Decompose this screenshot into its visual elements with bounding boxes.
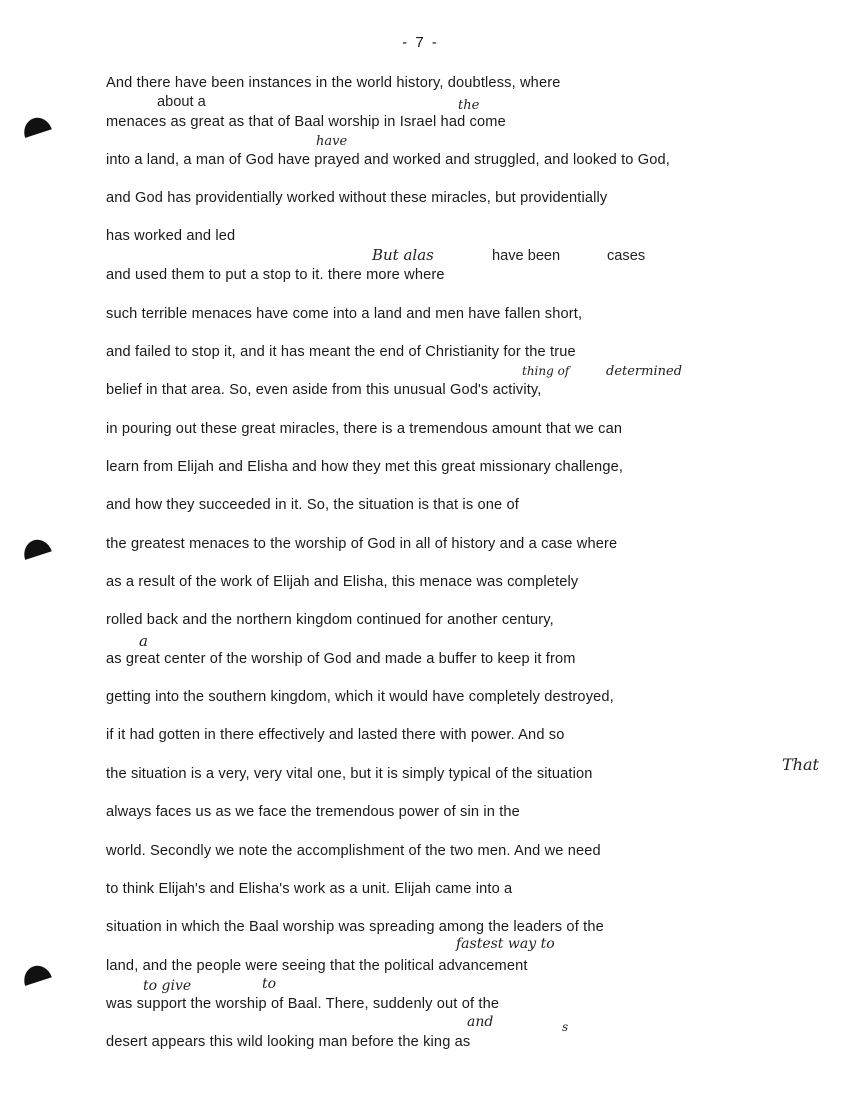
text-line: as great center of the worship of God and made a buffer to keep it from: [106, 651, 576, 667]
text-line: rolled back and the northern kingdom continued for another century,: [106, 612, 554, 628]
text-line: desert appears this wild looking man before the king as: [106, 1034, 471, 1050]
text-line: to think Elijah's and Elisha's work as a unit. Elijah came into a: [106, 881, 513, 897]
annotation: have been: [492, 248, 561, 264]
text-line: getting into the southern kingdom, which it would have completely destroyed,: [106, 689, 614, 705]
annotation: and: [467, 1014, 494, 1030]
text-line: such terrible menaces have come into a land and men have fallen short,: [106, 306, 583, 322]
text-line: menaces as great as that of Baal worship in Israel had come: [106, 114, 506, 130]
annotation: a: [139, 632, 148, 650]
text-line: situation in which the Baal worship was spreading among the leaders of the: [106, 919, 604, 935]
annotation: thing of: [522, 364, 570, 378]
annotation: have: [316, 134, 348, 149]
annotation: But alas: [372, 246, 434, 264]
text-line: and how they succeeded in it. So, the situation is that is one of: [106, 497, 519, 513]
text-line: has worked and led: [106, 228, 236, 244]
text-line: and failed to stop it, and it has meant the end of Christianity for the true: [106, 344, 576, 360]
text-line: as a result of the work of Elijah and Elisha, this menace was completely: [106, 574, 579, 590]
annotation: cases: [607, 248, 646, 264]
text-line: in pouring out these great miracles, there is a tremendous amount that we can: [106, 421, 623, 437]
text-line: and used them to put a stop to it. there more where: [106, 267, 445, 283]
annotation: determined: [606, 364, 683, 379]
text-line: learn from Elijah and Elisha and how they met this great missionary challenge,: [106, 459, 624, 475]
text-line: the greatest menaces to the worship of God in all of history and a case where: [106, 536, 618, 552]
text-line: always faces us as we face the tremendous power of sin in the: [106, 804, 520, 820]
text-line: into a land, a man of God have prayed and worked and struggled, and looked to God,: [106, 152, 670, 168]
text-line: land, and the people were seeing that the political advancement: [106, 958, 528, 974]
text-line: the situation is a very, very vital one, but it is simply typical of the situation: [106, 766, 593, 782]
annotation: the: [458, 98, 480, 113]
text-line: world. Secondly we note the accomplishment of the two men. And we need: [106, 843, 601, 859]
annotation: s: [562, 1020, 569, 1034]
page-number: - 7 -: [402, 34, 439, 51]
annotation: fastest way to: [456, 936, 555, 952]
text-line: was support the worship of Baal. There, suddenly out of the: [106, 996, 500, 1012]
text-line: if it had gotten in there effectively and lasted there with power. And so: [106, 727, 565, 743]
text-line: And there have been instances in the world history, doubtless, where: [106, 75, 561, 91]
annotation: to: [262, 976, 277, 992]
annotation: to give: [143, 978, 192, 994]
annotation: That: [782, 755, 819, 774]
annotation: about a: [157, 94, 206, 110]
text-line: and God has providentially worked without these miracles, but providentially: [106, 190, 608, 206]
text-line: belief in that area. So, even aside from this unusual God's activity,: [106, 382, 542, 398]
